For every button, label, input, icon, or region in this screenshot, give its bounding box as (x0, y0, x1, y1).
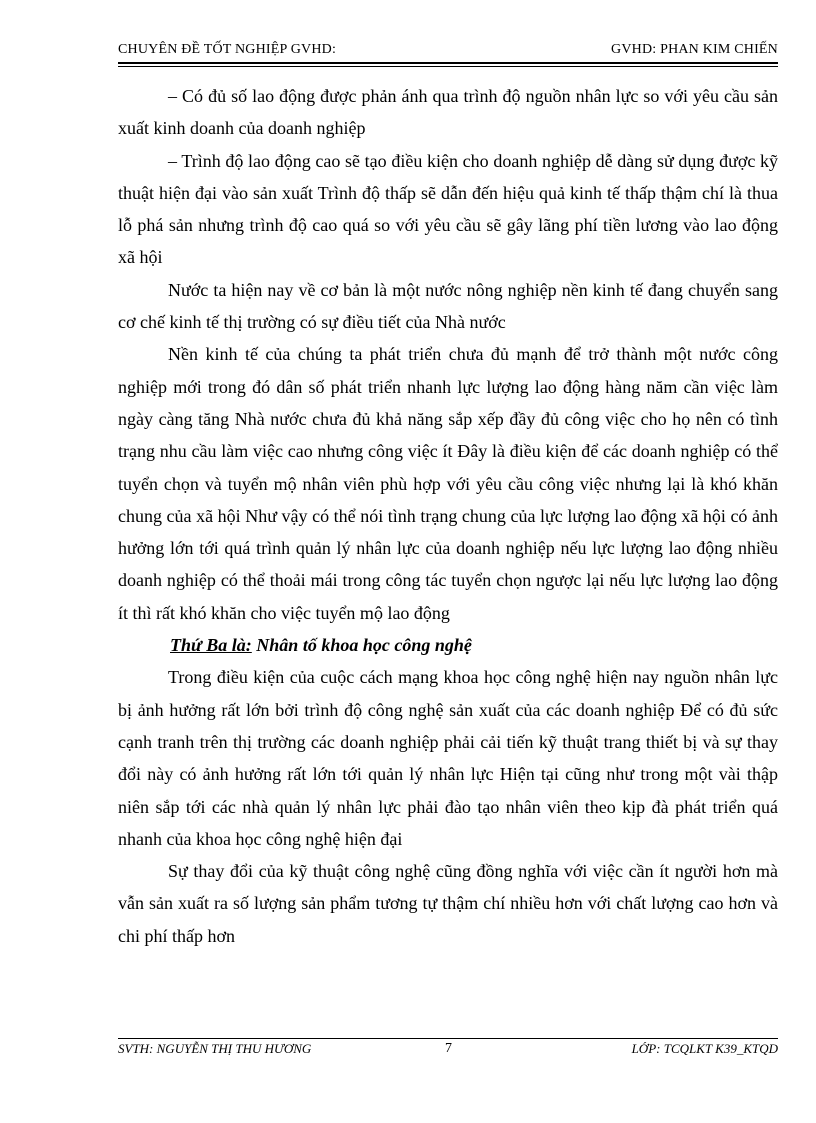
header-right-text: GVHD: PHAN KIM CHIẾN (611, 42, 778, 57)
section-heading-title: Nhân tố khoa học công nghệ (251, 635, 472, 656)
section-heading (118, 629, 778, 661)
paragraph-technology-impact: Trong điều kiện của cuộc cách mạng khoa học công nghệ hiện nay nguồn nhân lực bị ảnh hưởng rất lớn bởi trình độ công nghệ sản xuất của các doanh nghiệp Để có đủ sức cạnh tranh trên thị trường các doanh nghiệp phải cải tiến kỹ thuật trang thiết bị và sự thay đổi này có ảnh hưởng rất lớn tới quản lý nhân lực Hiện tại cũng như trong một vài thập niên sắp tới các nhà quản lý nhân lực phải đào tạo nhân viên theo kịp đà phát triển quá nhanh của khoa học công nghệ hiện đại (118, 667, 778, 849)
page-header (118, 42, 778, 62)
page-footer (118, 1041, 778, 1059)
section-heading-lead: Thứ Ba là: (170, 635, 252, 656)
paragraph-agricultural-country: Nước ta hiện nay về cơ bản là một nước nông nghiệp nền kinh tế đang chuyển sang cơ chế kinh tế thị trường có sự điều tiết của Nhà nước (118, 279, 778, 333)
footer-class-name: LỚP: TCQLKT K39_KTQD (631, 1041, 778, 1056)
paragraph-labor-skill: – Trình độ lao động cao sẽ tạo điều kiện cho doanh nghiệp dễ dàng sử dụng được kỹ thuật hiện đại vào sản xuất Trình độ thấp sẽ dẫn đến hiệu quả kinh tế thấp thậm chí là thua lỗ phá sản nhưng trình độ cao quá so với yêu cầu sẽ gây lãng phí tiền lương vào lao động xã hội (118, 150, 778, 268)
paragraph-economy-development: Nền kinh tế của chúng ta phát triển chưa đủ mạnh để trở thành một nước công nghiệp mới trong đó dân số phát triển nhanh lực lượng lao động hàng năm cần việc làm ngày càng tăng Nhà nước chưa đủ khả năng sắp xếp đầy đủ công việc cho họ nên có tình trạng nhu cầu làm việc cao nhưng công việc ít Đây là điều kiện để các doanh nghiệp có thể tuyển chọn và tuyển mộ nhân viên phù hợp với yêu cầu công việc nhưng lại là khó khăn chung của xã hội Như vậy có thể nói tình trạng chung của lực lượng lao động xã hội có ảnh hưởng lớn tới quá trình quản lý nhân lực của doanh nghiệp nếu lực lượng lao động nhiều doanh nghiệp có thể thoải mái trong công tác tuyển chọn ngược lại nếu lực lượng lao động ít thì rất khó khăn cho việc tuyển mộ lao động (118, 344, 778, 623)
paragraph-technology-change: Sự thay đổi của kỹ thuật công nghệ cũng đồng nghĩa với việc cần ít người hơn mà vẫn sản xuất ra số lượng sản phẩm tương tự thậm chí nhiều hơn với chất lượng cao hơn và chi phí thấp hơn (118, 861, 778, 946)
footer-student-name: SVTH: NGUYỄN THỊ THU HƯƠNG (118, 1041, 312, 1056)
header-rule-thin (118, 66, 778, 67)
paragraph-labor-quantity: – Có đủ số lao động được phản ánh qua trình độ nguồn nhân lực so với yêu cầu sản xuất kinh doanh của doanh nghiệp (118, 86, 778, 139)
header-rule-thick (118, 62, 778, 64)
footer-rule (118, 1038, 778, 1039)
footer-page-number: 7 (445, 1041, 452, 1056)
header-left-text: CHUYÊN ĐỀ TỐT NGHIỆP GVHD: (118, 42, 337, 57)
page-body (118, 80, 778, 952)
